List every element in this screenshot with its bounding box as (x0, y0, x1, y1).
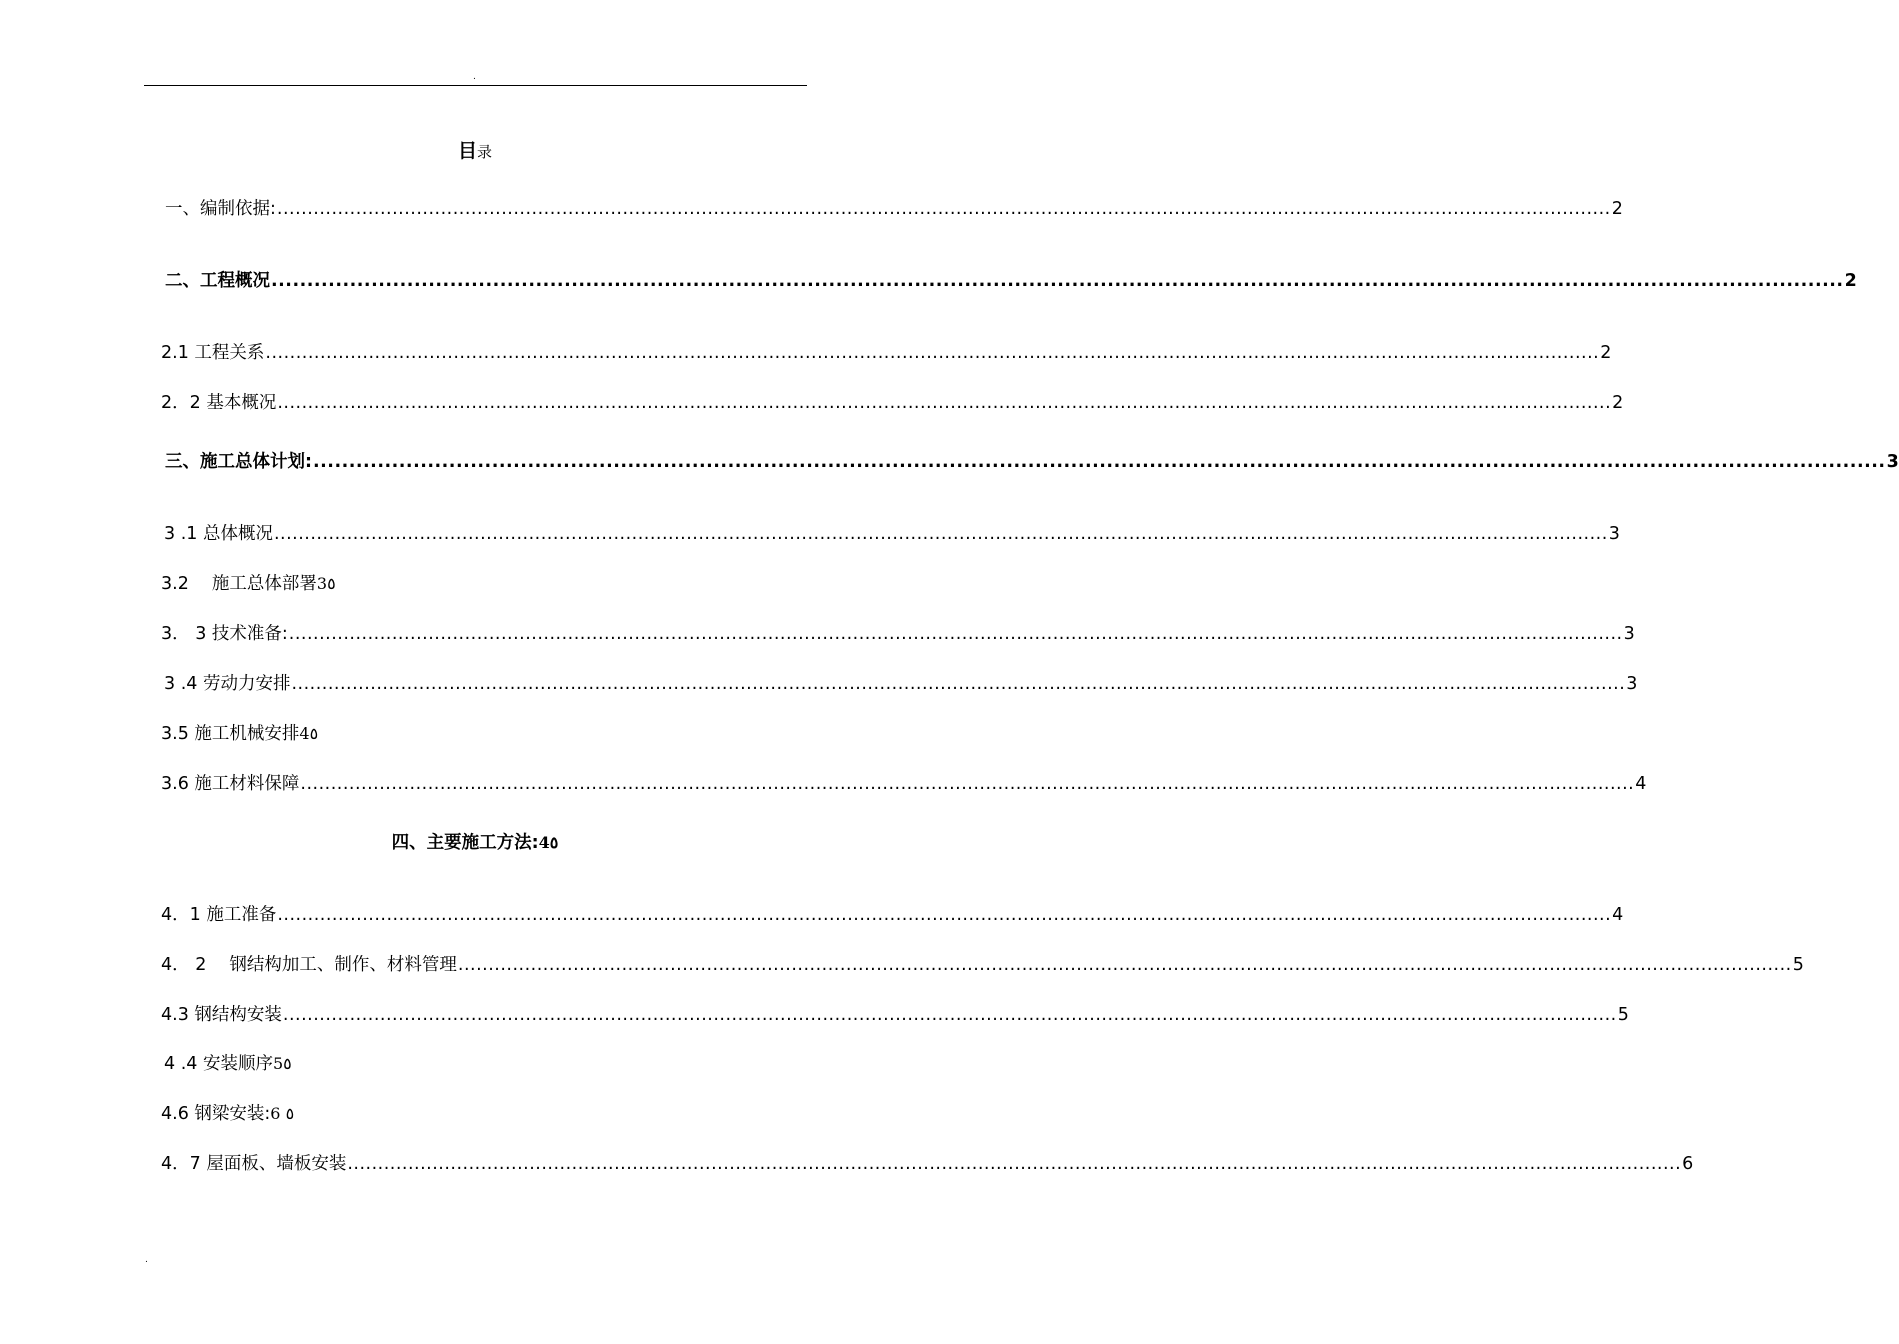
dot-leader: ............................................................................................................................................................................................................................ (347, 1154, 1682, 1174)
toc-entry-page: 3 (1623, 624, 1635, 644)
toc-entry-label: 4．7 屋面板、墙板安装 (161, 1154, 347, 1174)
toc-entry[interactable] (161, 621, 1635, 647)
toc-entry-trail: 4٥ (299, 724, 319, 743)
toc-title (0, 138, 950, 165)
toc-entry[interactable] (165, 196, 1623, 222)
toc-entry-page: 2 (1844, 271, 1857, 291)
toc-entry[interactable] (161, 390, 1624, 416)
toc-entry-label: 一、编制依据: (165, 199, 276, 219)
toc-entry-label: 二、工程概况 (165, 271, 270, 291)
toc-entry-label: 3.6 施工材料保障 (161, 774, 300, 794)
toc-entry[interactable] (161, 1002, 1629, 1028)
toc-entry-label: 4． 2 钢结构加工、制作、材料管理 (161, 955, 457, 975)
dot-leader: ............................................................................................................................................................................................................................ (300, 774, 1635, 794)
toc-entry-page: 3 (1886, 452, 1899, 472)
toc-entry-label: 三、施工总体计划: (165, 452, 312, 472)
toc-entry-page: 2 (1612, 393, 1624, 413)
toc-entry-page: 4 (1635, 774, 1647, 794)
header-mark: . (473, 72, 476, 82)
toc-entry-page: 3 (1626, 674, 1638, 694)
toc-entry-label: 2.1 工程关系 (161, 343, 265, 363)
toc-entry-label: 3.2 施工总体部署 (161, 574, 317, 594)
toc-entry-label: 3 .1 总体概况 (164, 524, 273, 544)
toc-entry[interactable] (161, 771, 1647, 797)
toc-entry[interactable] (165, 449, 1899, 475)
dot-leader: ............................................................................................................................................................................................................................ (277, 393, 1612, 413)
toc-entry[interactable] (0, 830, 950, 856)
toc-entry-label: 4.3 钢结构安装 (161, 1005, 282, 1025)
toc-title-small: 录 (477, 143, 493, 161)
toc-entry-label: 2．2 基本概况 (161, 393, 277, 413)
toc-entry[interactable] (164, 671, 1638, 697)
toc-entry[interactable] (161, 902, 1624, 928)
toc-entry-page: 6 (1682, 1154, 1694, 1174)
toc-entry[interactable] (161, 1151, 1694, 1177)
toc-entry-label: 4．1 施工准备 (161, 905, 277, 925)
toc-entry[interactable] (161, 721, 318, 747)
toc-entry-label: 3． 3 技术准备: (161, 624, 288, 644)
dot-leader: ............................................................................................................................................................................................................................ (291, 674, 1626, 694)
toc-entry-page: 3 (1608, 524, 1620, 544)
toc-entry-trail: 6 ٥ (270, 1104, 295, 1123)
footer-mark: . (145, 1255, 148, 1265)
toc-entry-label: 四、主要施工方法: (391, 833, 539, 853)
dot-leader: ............................................................................................................................................................................................................................ (313, 452, 1886, 472)
toc-entry[interactable] (161, 1101, 294, 1127)
dot-leader: ............................................................................................................................................................................................................................ (276, 199, 1611, 219)
dot-leader: ............................................................................................................................................................................................................................ (271, 271, 1844, 291)
dot-leader: ............................................................................................................................................................................................................................ (265, 343, 1600, 363)
toc-entry[interactable] (161, 571, 336, 597)
toc-entry-label: 3 .4 劳动力安排 (164, 674, 291, 694)
toc-entry-trail: 4٥ (538, 833, 559, 852)
toc-entry-trail: 5٥ (272, 1054, 292, 1073)
toc-entry[interactable] (164, 521, 1620, 547)
toc-entry-trail: 3٥ (316, 574, 336, 593)
dot-leader: ............................................................................................................................................................................................................................ (282, 1005, 1617, 1025)
toc-entry-label: 3.5 施工机械安排 (161, 724, 300, 744)
toc-entry-label: 4.6 钢梁安装: (161, 1104, 271, 1124)
toc-entry[interactable] (165, 268, 1857, 294)
toc-entry-page: 4 (1612, 905, 1624, 925)
dot-leader: ............................................................................................................................................................................................................................ (288, 624, 1623, 644)
toc-entry-page: 5 (1617, 1005, 1629, 1025)
toc-entry-page: 5 (1792, 955, 1804, 975)
dot-leader: ............................................................................................................................................................................................................................ (457, 955, 1792, 975)
toc-entry[interactable] (161, 952, 1804, 978)
toc-entry-label: 4 .4 安装顺序 (164, 1054, 273, 1074)
toc-entry-page: 2 (1611, 199, 1623, 219)
dot-leader: ............................................................................................................................................................................................................................ (277, 905, 1612, 925)
toc-entry-page: 2 (1600, 343, 1612, 363)
dot-leader: ............................................................................................................................................................................................................................ (273, 524, 1608, 544)
toc-title-main: 目 (457, 140, 477, 162)
toc-entry[interactable] (161, 340, 1612, 366)
toc-entry[interactable] (164, 1051, 292, 1077)
header-rule (144, 85, 807, 86)
